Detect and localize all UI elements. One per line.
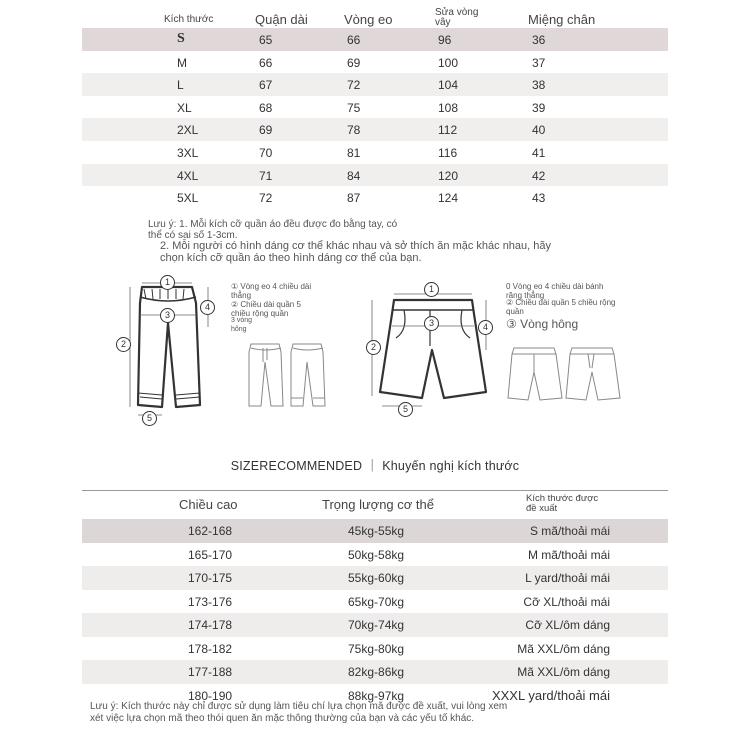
long-pants-thumbnail-drawing	[245, 340, 330, 410]
shorts-legend-2: ② Chiều dài quần 5 chiều rộng quần	[506, 298, 616, 316]
size-value: 124	[438, 191, 459, 206]
note-line-3: 2. Mỗi người có hình dáng cơ thể khác nhau và sở thích ăn mặc khác nhau, hãy	[160, 240, 552, 252]
shorts-legend-1: 0 Vòng eo 4 chiều dài bánh răng thẳng	[506, 282, 604, 300]
size-table-row	[82, 164, 668, 187]
size-value: 40	[532, 123, 546, 138]
marker-5: 5	[142, 411, 157, 426]
weight-value: 82kg-86kg	[348, 665, 405, 679]
recommended-table-row	[82, 566, 668, 590]
long-pants-legend-2: ② Chiều dài quần 5 chiều rộng quần	[231, 300, 301, 318]
size-value: 42	[532, 168, 546, 183]
size-value: 43	[532, 191, 546, 206]
recommended-table-row	[82, 590, 668, 614]
header-waist: Vòng eo	[344, 12, 393, 27]
weight-value: 75kg-80kg	[348, 641, 405, 656]
header-leg-opening: Miệng chân	[528, 12, 596, 27]
size-label: 4XL	[177, 168, 199, 183]
suggested-size-value: XXXL yard/thoải mái	[491, 687, 610, 703]
size-value: 75	[347, 100, 361, 115]
recommended-table-row	[82, 660, 668, 684]
size-value: 70	[259, 145, 273, 160]
height-value: 170-175	[188, 571, 233, 585]
size-table-row	[82, 118, 668, 141]
size-value: 69	[259, 123, 273, 138]
size-value: 87	[347, 191, 361, 206]
suggested-size-value: Mã XXL/ôm dáng	[517, 641, 610, 656]
size-table-row	[82, 96, 668, 119]
size-value: 69	[347, 55, 361, 70]
size-value: 116	[438, 145, 458, 160]
size-value: 96	[438, 33, 452, 47]
shorts-marker-4: 4	[478, 320, 493, 335]
size-value: 67	[259, 78, 273, 93]
weight-value: 55kg-60kg	[348, 571, 405, 585]
suggested-size-value: M mã/thoải mái	[527, 547, 610, 562]
size-value: 66	[347, 33, 361, 47]
weight-value: 88kg-97kg	[348, 688, 405, 703]
recommended-table-row	[82, 613, 668, 637]
size-table-row	[82, 51, 668, 74]
suggested-size-value: L yard/thoải mái	[525, 571, 610, 585]
size-value: 36	[532, 33, 546, 47]
size-value: 71	[259, 168, 273, 183]
size-value: 81	[347, 145, 361, 160]
size-table-row	[82, 28, 668, 51]
size-label: 5XL	[177, 191, 199, 206]
size-value: 38	[532, 78, 546, 93]
note-line-2: thể có sai số 1-3cm.	[148, 230, 238, 241]
note-line-4: chọn kích cỡ quần áo theo hình dáng cơ thể của bạn.	[160, 252, 422, 264]
long-pants-legend-3: 3 vòng hông	[231, 317, 253, 333]
size-table	[82, 8, 668, 209]
height-value: 173-176	[188, 594, 233, 609]
shorts-thumbnail-drawing	[506, 344, 624, 404]
header-hip: Sửa vòng vây	[435, 7, 479, 28]
recommended-table-header	[82, 490, 668, 519]
shorts-marker-5: 5	[398, 402, 413, 417]
size-value: 65	[259, 33, 273, 47]
size-table-row	[82, 186, 668, 209]
recommended-table-row	[82, 637, 668, 661]
header-suggested-size: Kích thước được đề xuất	[526, 493, 599, 514]
height-value: 180-190	[188, 688, 233, 703]
weight-value: 45kg-55kg	[348, 524, 405, 538]
size-value: 66	[259, 55, 273, 70]
height-value: 177-188	[188, 665, 233, 679]
height-value: 165-170	[188, 547, 233, 562]
size-value: 72	[347, 78, 361, 93]
suggested-size-value: Cỡ XL/ôm dáng	[525, 618, 610, 632]
size-label: 2XL	[177, 123, 199, 138]
shorts-diagram	[368, 280, 494, 418]
header-weight: Trọng lượng cơ thể	[322, 497, 434, 512]
shorts-marker-1: 1	[424, 282, 439, 297]
size-value: 37	[532, 55, 546, 70]
size-value: 68	[259, 100, 273, 115]
shorts-drawing	[368, 280, 494, 418]
marker-3: 3	[160, 308, 175, 323]
size-label: 3XL	[177, 145, 199, 160]
height-value: 174-178	[188, 618, 233, 632]
note-line-1: Lưu ý: 1. Mỗi kích cỡ quần áo đều được đo bằng tay, có	[148, 219, 398, 230]
recommended-title: SIZERECOMMENDED ｜ Khuyến nghị kích thước	[230, 459, 520, 473]
size-value: 108	[438, 100, 459, 115]
size-value: 72	[259, 191, 273, 206]
long-pants-thumbnails	[245, 340, 330, 410]
header-size: Kích thước	[164, 14, 214, 25]
marker-1: 1	[160, 275, 175, 290]
recommended-note-line-1: Lưu ý: Kích thước này chỉ được sử dụng làm tiêu chí lựa chọn mã được đề xuất, vui lòng xem	[90, 701, 508, 712]
suggested-size-value: Mã XXL/ôm dáng	[517, 665, 610, 679]
size-value: 100	[438, 55, 459, 70]
shorts-legend-3: ③ Vòng hông	[506, 317, 579, 331]
size-value: 120	[438, 168, 459, 183]
shorts-marker-2: 2	[366, 340, 381, 355]
recommended-table-row	[82, 519, 668, 543]
suggested-size-value: Cỡ XL/thoải mái	[523, 594, 610, 609]
size-label: XL	[177, 100, 192, 115]
shorts-thumbnails	[506, 344, 624, 404]
recommended-table-row	[82, 543, 668, 567]
marker-4: 4	[200, 300, 215, 315]
recommended-table	[82, 490, 668, 707]
size-value: 112	[438, 123, 458, 138]
height-value: 178-182	[188, 641, 233, 656]
size-table-row	[82, 141, 668, 164]
height-value: 162-168	[188, 524, 233, 538]
long-pants-diagram	[110, 275, 220, 425]
recommended-note-line-2: xét việc lựa chọn mã theo thói quen ăn mặc thông thường của bạn và các yếu tố khác.	[90, 713, 475, 724]
weight-value: 70kg-74kg	[348, 618, 405, 632]
shorts-marker-3: 3	[424, 316, 439, 331]
suggested-size-value: S mã/thoải mái	[529, 524, 610, 538]
size-value: 39	[532, 100, 546, 115]
size-label: L	[177, 78, 184, 93]
weight-value: 50kg-58kg	[348, 547, 405, 562]
header-height: Chiều cao	[179, 497, 238, 512]
size-table-header	[82, 8, 668, 28]
size-value: 84	[347, 168, 361, 183]
size-label: M	[177, 55, 187, 70]
size-value: 104	[438, 78, 459, 93]
size-value: 41	[532, 145, 546, 160]
marker-2: 2	[116, 337, 131, 352]
size-value: 78	[347, 123, 361, 138]
weight-value: 65kg-70kg	[348, 594, 405, 609]
long-pants-legend-1: ① Vòng eo 4 chiều dài thẳng	[231, 282, 312, 300]
header-length: Quận dài	[255, 12, 308, 27]
size-label: S	[177, 31, 185, 46]
size-table-row	[82, 73, 668, 96]
